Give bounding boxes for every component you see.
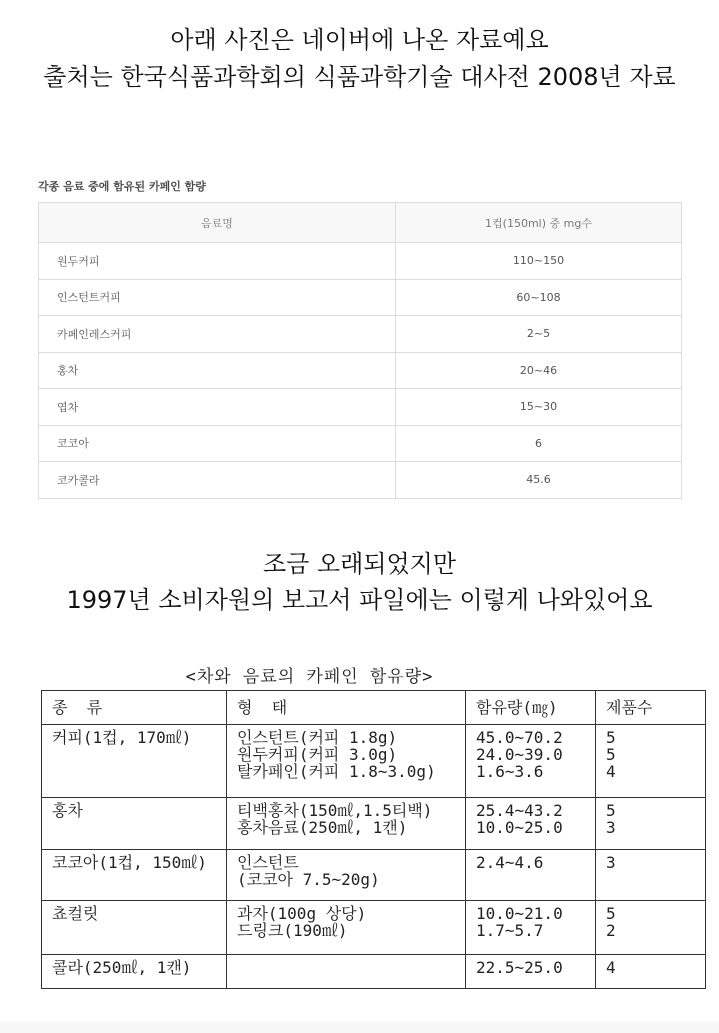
table2-title: <차와 음료의 카페인 함유량> bbox=[185, 667, 434, 687]
form-cell bbox=[227, 798, 466, 850]
table2-header-amount: 함유량(㎎) bbox=[466, 691, 596, 725]
amount-line: 24.0~39.0 bbox=[476, 745, 563, 764]
middle-line-1: 조금 오래되었지만 bbox=[262, 550, 457, 578]
count-line: 4 bbox=[606, 958, 616, 977]
table-row bbox=[39, 425, 682, 462]
amount-line: 22.5~25.0 bbox=[476, 958, 563, 977]
table1-header-value: 1컵(150ml) 중 mg수 bbox=[396, 203, 682, 243]
table2-header-row bbox=[42, 691, 706, 725]
form-cell bbox=[227, 725, 466, 798]
table-row bbox=[42, 850, 706, 901]
intro-text bbox=[0, 22, 719, 96]
count-cell bbox=[596, 955, 706, 989]
bottom-edge bbox=[0, 1022, 719, 1033]
table-row bbox=[42, 725, 706, 798]
count-line: 4 bbox=[606, 762, 616, 781]
beverage-name: 코카콜라 bbox=[39, 462, 396, 499]
caffeine-value: 45.6 bbox=[396, 462, 682, 499]
amount-line: 10.0~25.0 bbox=[476, 818, 563, 837]
amount-cell bbox=[466, 955, 596, 989]
beverage-name: 원두커피 bbox=[39, 243, 396, 280]
count-line: 5 bbox=[606, 801, 616, 820]
beverage-kind bbox=[42, 850, 227, 901]
amount-line: 45.0~70.2 bbox=[476, 728, 563, 747]
beverage-name: 엽차 bbox=[39, 389, 396, 426]
count-line: 5 bbox=[606, 904, 616, 923]
amount-line: 10.0~21.0 bbox=[476, 904, 563, 923]
table2-header-count: 제품수 bbox=[596, 691, 706, 725]
caffeine-table-2 bbox=[41, 690, 706, 989]
form-line: 인스턴트 bbox=[237, 853, 299, 872]
caffeine-value: 6 bbox=[396, 425, 682, 462]
count-line: 5 bbox=[606, 745, 616, 764]
caffeine-value: 2~5 bbox=[396, 316, 682, 353]
table1-header-name: 음료명 bbox=[39, 203, 396, 243]
table-row bbox=[42, 901, 706, 955]
table1-header-row bbox=[39, 203, 682, 243]
beverage-kind bbox=[42, 798, 227, 850]
count-cell bbox=[596, 901, 706, 955]
caffeine-value: 110~150 bbox=[396, 243, 682, 280]
amount-cell bbox=[466, 798, 596, 850]
table-row bbox=[39, 316, 682, 353]
middle-text bbox=[0, 546, 719, 618]
intro-line-2: 출처는 한국식품과학회의 식품과학기술 대사전 2008년 자료 bbox=[43, 63, 676, 91]
table-row bbox=[39, 462, 682, 499]
kind-label: 코코아(1컵, 150㎖) bbox=[52, 853, 207, 872]
table-row bbox=[39, 389, 682, 426]
kind-label: 쵸컬릿 bbox=[52, 904, 99, 923]
kind-label: 홍차 bbox=[52, 801, 83, 820]
count-line: 3 bbox=[606, 853, 616, 872]
beverage-name: 코코아 bbox=[39, 425, 396, 462]
form-line: 과자(100g 상당) bbox=[237, 904, 367, 923]
beverage-name: 홍차 bbox=[39, 352, 396, 389]
amount-line: 25.4~43.2 bbox=[476, 801, 563, 820]
intro-line-1: 아래 사진은 네이버에 나온 자료예요 bbox=[170, 26, 549, 54]
form-line: (코코아 7.5~20g) bbox=[237, 870, 380, 889]
kind-label: 콜라(250㎖, 1캔) bbox=[52, 958, 192, 977]
form-line: 티백홍차(150㎖,1.5티백) bbox=[237, 801, 433, 820]
count-line: 5 bbox=[606, 728, 616, 747]
table1-title: 각종 음료 중에 함유된 카페인 함량 bbox=[38, 180, 206, 193]
beverage-kind bbox=[42, 901, 227, 955]
caffeine-table-1 bbox=[38, 202, 682, 499]
form-line: 드링크(190㎖) bbox=[237, 921, 348, 940]
table-row bbox=[42, 955, 706, 989]
table-row bbox=[39, 243, 682, 280]
amount-line: 1.7~5.7 bbox=[476, 921, 544, 940]
beverage-kind bbox=[42, 725, 227, 798]
form-cell bbox=[227, 955, 466, 989]
count-line: 2 bbox=[606, 921, 616, 940]
table-row bbox=[42, 798, 706, 850]
form-cell bbox=[227, 850, 466, 901]
form-line: 인스턴트(커피 1.8g) bbox=[237, 728, 398, 747]
caffeine-value: 60~108 bbox=[396, 279, 682, 316]
beverage-name: 인스턴트커피 bbox=[39, 279, 396, 316]
count-line: 3 bbox=[606, 818, 616, 837]
caffeine-value: 15~30 bbox=[396, 389, 682, 426]
table-row bbox=[39, 352, 682, 389]
amount-cell bbox=[466, 725, 596, 798]
count-cell bbox=[596, 725, 706, 798]
middle-line-2: 1997년 소비자원의 보고서 파일에는 이렇게 나와있어요 bbox=[66, 586, 653, 614]
form-cell bbox=[227, 901, 466, 955]
kind-label: 커피(1컵, 170㎖) bbox=[52, 728, 192, 747]
table2-header-kind: 종 류 bbox=[42, 691, 227, 725]
count-cell bbox=[596, 850, 706, 901]
beverage-kind bbox=[42, 955, 227, 989]
count-cell bbox=[596, 798, 706, 850]
form-line: 홍차음료(250㎖, 1캔) bbox=[237, 818, 408, 837]
form-line: 원두커피(커피 3.0g) bbox=[237, 745, 398, 764]
amount-cell bbox=[466, 901, 596, 955]
amount-line: 1.6~3.6 bbox=[476, 762, 544, 781]
beverage-name: 카페인레스커피 bbox=[39, 316, 396, 353]
amount-cell bbox=[466, 850, 596, 901]
table2-header-form: 형 태 bbox=[227, 691, 466, 725]
caffeine-value: 20~46 bbox=[396, 352, 682, 389]
form-line: 탈카페인(커피 1.8~3.0g) bbox=[237, 762, 436, 781]
table-row bbox=[39, 279, 682, 316]
amount-line: 2.4~4.6 bbox=[476, 853, 544, 872]
